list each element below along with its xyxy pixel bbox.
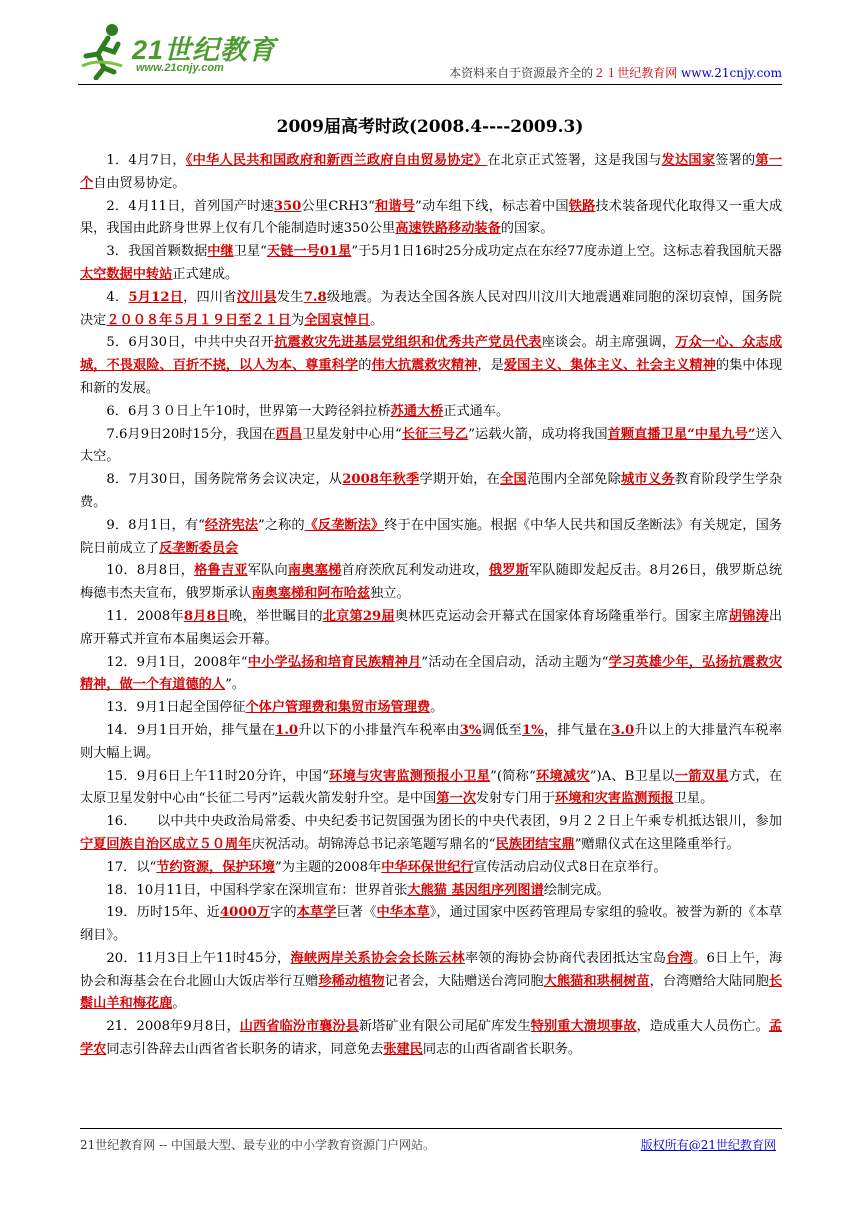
news-item <box>80 766 782 812</box>
key-term: 全国 <box>500 472 527 488</box>
item-text: 卫星“ <box>233 244 267 260</box>
key-term: 4000万 <box>219 905 271 921</box>
item-text: 级地震。为表达全国各族人民对四川汶川大地震遇难同胞的深切哀悼，国务院决定 <box>80 289 783 328</box>
site-logo[interactable] <box>78 22 298 82</box>
key-term: 爱国主义、集体主义、社会主义精神 <box>503 358 716 374</box>
source-prefix: 本资料来自于资源最齐全的 <box>449 66 594 80</box>
key-term: 《反垄断法》 <box>304 517 385 533</box>
item-text: 14．9月1日开始，排气量在 <box>106 722 276 738</box>
source-url[interactable]: www.21cnjy.com <box>681 66 782 80</box>
item-text: 》，通过国家中医药管理局专家组的验收。被誉为新的《本草纲目》。 <box>80 905 783 944</box>
item-text: 军队向 <box>247 563 288 579</box>
header-divider <box>78 84 782 85</box>
item-text: ”动车组下线，标志着中国 <box>415 198 569 214</box>
key-term: 高速铁路移动装备 <box>395 221 501 237</box>
running-figure-icon <box>78 22 138 80</box>
item-text: 正式建成。 <box>172 266 239 282</box>
news-item <box>80 720 782 766</box>
news-item <box>80 652 782 698</box>
item-text: ”活动在全国启动，活动主题为“ <box>421 654 609 670</box>
item-text: 卫星发射中心用“ <box>302 426 402 442</box>
key-term: 格鲁吉亚 <box>194 563 248 579</box>
key-term: 长征三号乙 <box>401 426 469 442</box>
item-text: 学期开始，在 <box>419 472 501 488</box>
item-text: 17．以“ <box>106 859 157 875</box>
key-term: 太空数据中转站 <box>80 266 173 282</box>
key-term: 1.0 <box>275 722 299 738</box>
item-text: ”赠鼎仪式在这里隆重举行。 <box>574 836 740 852</box>
item-text: 的国家。 <box>500 221 554 237</box>
key-term: 城市义务 <box>621 472 675 488</box>
item-text: ”于5月1日16时25分成功定点在东经77度赤道上空。这标志着我国航天器 <box>351 244 782 260</box>
key-term: 经济宪法 <box>204 517 258 533</box>
item-text: 终于在中国实施。根据《中华人民共和国反垄断法》有关规定，国务院日前成立了 <box>80 517 783 556</box>
news-item <box>80 515 782 561</box>
key-term: 第一个 <box>80 153 783 191</box>
item-text: 独立。 <box>370 586 410 602</box>
key-term: 大熊猫 基因组序列图谱 <box>407 882 544 898</box>
key-term: 南奥塞梯和阿布哈兹 <box>251 586 371 602</box>
key-term: 中华本草 <box>376 905 430 921</box>
key-term: 张建民 <box>383 1042 423 1058</box>
document-body <box>80 150 782 1062</box>
item-text: 公里CRH3“ <box>301 198 375 214</box>
key-term: 一箭双星 <box>674 768 729 784</box>
key-term: 苏通大桥 <box>390 403 444 419</box>
key-term: 海峡两岸关系协会会长陈云林 <box>290 950 465 966</box>
item-text: 军队随即发起反击。8月26日，俄罗斯总统梅德韦杰夫宣布，俄罗斯承认 <box>80 563 783 602</box>
key-term: 发达国家 <box>661 153 716 168</box>
item-text: 教育阶段学生学杂费。 <box>80 472 783 510</box>
key-term: 特别重大溃坝事故 <box>530 1019 637 1035</box>
key-term: 中华环保世纪行 <box>381 859 474 875</box>
item-text: 13．9月1日起全国停征 <box>106 700 246 716</box>
source-site[interactable]: ２１世纪教育网 <box>593 66 678 80</box>
footer-text: 21世纪教育网 -- 中国最大型、最专业的中小学教育资源门户网站。 <box>80 1138 436 1152</box>
source-note <box>449 64 782 81</box>
news-item <box>80 948 782 1016</box>
key-term: ２００８年５月１９日至２１日 <box>106 312 291 328</box>
key-term: 山西省临汾市襄汾县 <box>239 1019 359 1035</box>
news-item <box>80 1016 782 1062</box>
key-term: 3.0 <box>611 722 635 738</box>
item-text: 绘制完成。 <box>543 882 610 898</box>
key-term: 5月12日 <box>128 289 184 305</box>
key-term: 3% <box>459 722 482 738</box>
item-text: 巨著《 <box>336 905 377 921</box>
item-text: 升以下的小排量汽车税率由 <box>298 722 460 738</box>
item-text: 3．我国首颗数据 <box>106 244 208 260</box>
item-text: 字的 <box>270 905 297 921</box>
item-text: 庆祝活动。胡锦涛总书记亲笔题写鼎名的“ <box>251 836 496 852</box>
item-text: 率领的海协会协商代表团抵达宝岛 <box>464 950 667 966</box>
key-term: 抗震救灾先进基层党组织和优秀共产党员代表 <box>274 335 542 351</box>
item-text: 范围内全部免除 <box>527 472 622 488</box>
news-item <box>80 902 782 948</box>
key-term: 和谐号 <box>374 198 416 214</box>
copyright-link[interactable]: 版权所有@21世纪教育网 <box>640 1138 776 1152</box>
item-text: 2．4月11日，首列国产时速 <box>106 198 274 214</box>
item-text: 6．6月３０日上午10时，世界第一大跨径斜拉桥 <box>106 403 391 419</box>
key-term: 第一次 <box>436 791 476 807</box>
key-term: 大熊猫和珙桐树苗 <box>543 973 650 989</box>
item-text: ，台湾赠给大陆同胞 <box>649 973 769 989</box>
item-text: ”为主题的2008年 <box>274 859 382 875</box>
key-term: 台湾 <box>666 950 694 966</box>
key-term: 汶川县 <box>236 289 277 305</box>
key-term: 铁路 <box>568 198 596 214</box>
key-term: 长鬃山羊和梅花鹿 <box>80 973 783 1012</box>
key-term: 西昌 <box>275 426 303 442</box>
news-item <box>80 697 782 720</box>
item-text: ，是 <box>477 358 504 374</box>
key-term: 俄罗斯 <box>488 563 529 579</box>
key-term: 天链一号01星 <box>266 244 352 260</box>
item-text: 1．4月7日， <box>106 153 186 168</box>
key-term: 珍稀动植物 <box>318 973 385 989</box>
item-text: 送入太空。 <box>80 426 783 465</box>
item-text: 。6日上午，海协会和海基会在台北圆山大饭店举行互赠 <box>80 950 783 989</box>
key-term: 本草学 <box>296 905 337 921</box>
item-text: 11．2008年 <box>106 608 184 624</box>
item-text: 21．2008年9月8日， <box>106 1019 240 1035</box>
item-text: 19．历时15年、近 <box>106 905 220 921</box>
document-title: 2009届高考时政(2008.4----2009.3) <box>276 117 584 137</box>
item-text: ”。 <box>225 677 245 693</box>
key-term: 北京第29届 <box>322 608 395 624</box>
item-text: 9．8月1日，有“ <box>106 517 205 533</box>
item-text: 12．9月1日，2008年“ <box>106 654 248 670</box>
item-text: 20．11月3日上午11时45分， <box>106 950 291 966</box>
item-text: 10．8月8日， <box>106 563 195 579</box>
item-text: 的集中体现和新的发展。 <box>80 358 783 396</box>
item-text: 正式通车。 <box>443 403 510 419</box>
key-term: 350 <box>273 198 302 214</box>
key-term: 8月8日 <box>183 608 230 624</box>
item-text: 4． <box>106 289 129 305</box>
footer-divider <box>80 1128 782 1129</box>
key-term: 南奥塞梯 <box>287 563 342 579</box>
item-text: 的 <box>358 358 372 374</box>
item-text: 技术装备现代化取得又一重大成果，我国由此跻身世界上仅有几个能制造时速350公里 <box>80 198 783 237</box>
item-text: 同志的山西省副省长职务。 <box>422 1042 582 1058</box>
logo-text: 21世纪教育 <box>132 35 277 65</box>
item-text: 18．10月11日，中国科学家在深圳宣布：世界首张 <box>106 882 408 898</box>
item-text: 记者会，大陆赠送台湾同胞 <box>384 973 544 989</box>
news-item <box>80 811 782 857</box>
item-text: 调低至 <box>481 722 522 738</box>
item-text: 同志引咎辞去山西省省长职务的请求，同意免去 <box>106 1042 384 1058</box>
news-item <box>80 150 782 196</box>
key-term: 伟大抗震救灾精神 <box>371 358 478 374</box>
item-text: 15．9月6日上午11时20分许，中国“ <box>106 768 329 784</box>
logo-url: www.21cnjy.com <box>136 62 224 74</box>
item-text: 为 <box>291 312 305 328</box>
news-item <box>80 606 782 652</box>
key-term: 环境和灾害监测预报 <box>555 791 674 807</box>
key-term: 民族团结宝鼎 <box>495 836 575 852</box>
item-text: 升以上的大排量汽车税率则大幅上调。 <box>80 722 783 761</box>
item-text: 首府茨欣瓦利发动进攻， <box>341 563 489 579</box>
item-text: 16． 以中共中央政治局常委、中央纪委书记贺国强为团长的中央代表团，9月２２日上午乘专机抵达银川，参加 <box>106 814 782 830</box>
item-text: 座谈会。胡主席强调， <box>541 335 676 351</box>
item-text: 出席开幕式并宣布本届奥运会开幕。 <box>80 608 783 647</box>
item-text: ，造成重大人员伤亡。 <box>636 1019 769 1035</box>
item-text: 。 <box>430 700 444 716</box>
item-text: 5．6月30日，中共中央召开 <box>106 335 275 351</box>
item-text: ，四川省 <box>183 289 237 305</box>
item-text: 新塔矿业有限公司尾矿库发生 <box>358 1019 531 1035</box>
key-term: 《中华人民共和国政府和新西兰政府自由贸易协定》 <box>185 153 488 168</box>
news-item <box>80 332 782 400</box>
key-term: 个体户管理费和集贸市场管理费 <box>245 700 431 716</box>
key-term: 首颗直播卫星“中星九号” <box>607 426 756 442</box>
item-text: 发射专门用于 <box>475 791 556 807</box>
key-term: 环境与灾害监测预报小卫星 <box>328 768 491 784</box>
item-text: ，排气量在 <box>543 722 612 738</box>
item-text: 奥林匹克运动会开幕式在国家体育场隆重举行。国家主席 <box>394 608 729 624</box>
item-text: 发生 <box>276 289 304 305</box>
key-term: 全国哀悼日 <box>304 312 371 328</box>
item-text: 8．7月30日，国务院常务会议决定，从 <box>106 472 343 488</box>
item-text: 7.6月9日20时15分，我国在 <box>106 426 276 442</box>
key-term: 中继 <box>207 244 234 260</box>
key-term: 胡锦涛 <box>728 608 769 624</box>
key-term: 宁夏回族自治区成立５０周年 <box>80 836 252 852</box>
item-text: 方式，在太原卫星发射中心由“长征二号丙”运载火箭发射升空。是中国 <box>80 768 783 807</box>
key-term: 节约资源，保护环境 <box>156 859 275 875</box>
news-item <box>80 196 782 242</box>
key-term: 2008年秋季 <box>342 472 420 488</box>
key-term: 反垄断委员会 <box>159 540 239 556</box>
item-text: ”(简称“ <box>490 768 536 784</box>
page-header <box>78 22 782 86</box>
item-text: 卫星。 <box>673 791 714 807</box>
item-text: 晚，举世瞩目的 <box>229 608 323 624</box>
key-term: 学习英雄少年，弘扬抗震救灾精神，做一个有道德的人 <box>80 654 783 693</box>
key-term: 孟学农 <box>80 1019 783 1058</box>
key-term: 环境减灾 <box>535 768 590 784</box>
item-text: ”)A、B卫星以 <box>589 768 675 784</box>
item-text: 自由贸易协定。 <box>93 175 186 191</box>
news-item <box>80 469 782 515</box>
item-text: ”运载火箭，成功将我国 <box>468 426 608 442</box>
news-item <box>80 401 782 424</box>
key-term: 中小学弘扬和培育民族精神月 <box>247 654 422 670</box>
key-term: 万众一心、众志成城，不畏艰险、百折不挠，以人为本、尊重科学 <box>80 335 783 374</box>
item-text: 。 <box>172 996 186 1012</box>
item-text: 在北京正式签署，这是我国与 <box>487 153 662 168</box>
item-text: 宣传活动启动仪式8日在京举行。 <box>473 859 667 875</box>
news-item <box>80 560 782 606</box>
news-item <box>80 857 782 880</box>
news-item <box>80 287 782 333</box>
item-text: 签署的 <box>715 153 756 168</box>
news-item <box>80 424 782 470</box>
news-item <box>80 241 782 287</box>
item-text: 。 <box>370 312 384 328</box>
news-item <box>80 880 782 903</box>
key-term: 1% <box>522 722 544 738</box>
key-term: 7.8 <box>303 289 327 305</box>
item-text: ”之称的 <box>258 517 305 533</box>
